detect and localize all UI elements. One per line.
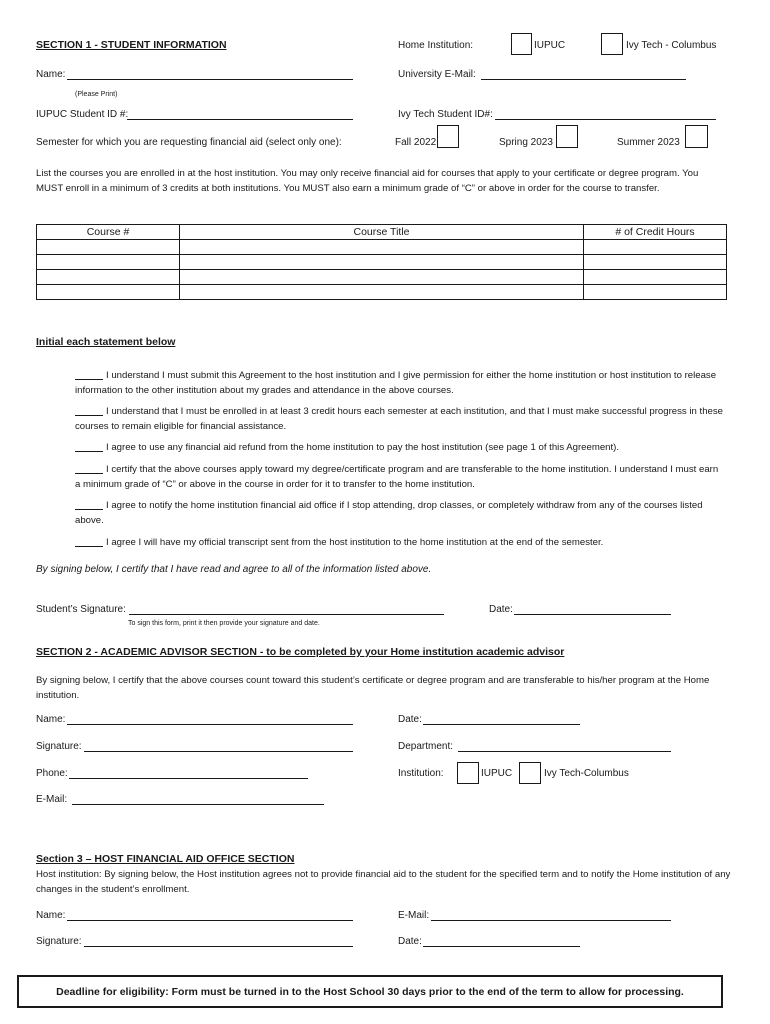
host-signature-field[interactable] [84, 946, 353, 947]
advisor-signature-label: Signature: [36, 741, 82, 752]
initial-blank-1[interactable] [75, 379, 103, 380]
course-number-cell[interactable] [37, 240, 180, 255]
advisor-department-label: Department: [398, 741, 454, 752]
certify-statement: By signing below, I certify that I have read and agree to all of the information listed above. [36, 564, 432, 575]
statement-4 [75, 462, 725, 492]
statement-5-text: I agree to notify the home institution financial aid office if I stop attending, drop classes, or completely withdraw from any of the courses listed above. [75, 500, 703, 526]
statement-5 [75, 498, 725, 528]
host-email-field[interactable] [431, 920, 671, 921]
home-ivytech-checkbox[interactable] [601, 33, 623, 55]
statement-4-text: I certify that the above courses apply toward my degree/certificate program and are transferable to the home institution. I understand I must earn a minimum grade of “C” or above in the course in order for it to transfer to the home institution. [75, 464, 719, 490]
name-field[interactable] [67, 79, 353, 80]
section1-heading: SECTION 1 - STUDENT INFORMATION [36, 39, 227, 51]
table-row [37, 255, 727, 270]
credit-hours-header: # of Credit Hours [584, 225, 727, 240]
inst-iupuc-label: IUPUC [481, 768, 513, 779]
deadline-text: Deadline for eligibility: Form must be turned in to the Host School 30 days prior to the end of the term to allow for processing. [56, 985, 684, 998]
initials-heading: Initial each statement below [36, 336, 176, 348]
statement-3 [75, 440, 725, 455]
student-signature-label: Student’s Signature: [36, 604, 126, 615]
email-field[interactable] [481, 79, 686, 80]
please-print-note: (Please Print) [75, 91, 118, 98]
student-date-label: Date: [489, 604, 513, 615]
advisor-date-field[interactable] [423, 724, 580, 725]
email-label: University E-Mail: [398, 69, 476, 80]
initial-blank-3[interactable] [75, 451, 103, 452]
advisor-date-label: Date: [398, 714, 422, 725]
initial-blank-2[interactable] [75, 415, 103, 416]
host-date-label: Date: [398, 936, 422, 947]
inst-iupuc-checkbox[interactable] [457, 762, 479, 784]
advisor-phone-field[interactable] [69, 778, 308, 779]
advisor-phone-label: Phone: [36, 768, 68, 779]
initial-blank-4[interactable] [75, 473, 103, 474]
iupuc-id-field[interactable] [127, 119, 353, 120]
advisor-email-field[interactable] [72, 804, 324, 805]
ivy-id-field[interactable] [495, 119, 716, 120]
deadline-box [17, 975, 723, 1008]
spring-label: Spring 2023 [499, 137, 553, 148]
statement-2-text: I understand that I must be enrolled in at least 3 credit hours each semester at each institution, and that I must make successful progress in these courses to remain eligible for financial assistance. [75, 406, 723, 432]
statement-1-text: I understand I must submit this Agreement to the host institution and I give permission for either the home institution or host institution to release information to the other institution about my grades and attendance in the above courses. [75, 370, 717, 396]
course-title-cell[interactable] [180, 240, 584, 255]
course-title-header: Course Title [180, 225, 584, 240]
table-row [37, 240, 727, 255]
credit-hours-cell[interactable] [584, 255, 727, 270]
fall-checkbox[interactable] [437, 125, 459, 148]
statement-6 [75, 535, 725, 550]
course-number-cell[interactable] [37, 270, 180, 285]
course-number-cell[interactable] [37, 285, 180, 300]
advisor-name-label: Name: [36, 714, 66, 725]
semester-label: Semester for which you are requesting financial aid (select only one): [36, 137, 342, 148]
advisor-department-field[interactable] [458, 751, 671, 752]
course-number-cell[interactable] [37, 255, 180, 270]
iupuc-id-label: IUPUC Student ID #: [36, 109, 129, 120]
ivy-id-label: Ivy Tech Student ID#: [398, 109, 493, 120]
section2-statement: By signing below, I certify that the above courses count toward this student’s certificate or degree program and are transferable to his/her program at the Home institution. [36, 675, 710, 701]
course-title-cell[interactable] [180, 255, 584, 270]
course-title-cell[interactable] [180, 270, 584, 285]
credit-hours-cell[interactable] [584, 270, 727, 285]
home-iupuc-label: IUPUC [534, 40, 566, 51]
host-name-label: Name: [36, 910, 66, 921]
credit-hours-cell[interactable] [584, 240, 727, 255]
statement-3-text: I agree to use any financial aid refund from the home institution to pay the host institution (see page 1 of this Agreement). [106, 442, 620, 453]
statement-6-text: I agree I will have my official transcript sent from the host institution to the home institution at the end of the semester. [106, 537, 604, 548]
course-title-cell[interactable] [180, 285, 584, 300]
home-ivytech-label: Ivy Tech - Columbus [626, 40, 717, 51]
inst-ivytech-label: Ivy Tech-Columbus [544, 768, 629, 779]
advisor-signature-field[interactable] [84, 751, 353, 752]
host-date-field[interactable] [423, 946, 580, 947]
summer-label: Summer 2023 [617, 137, 680, 148]
initial-blank-5[interactable] [75, 509, 103, 510]
initial-blank-6[interactable] [75, 546, 103, 547]
inst-ivytech-checkbox[interactable] [519, 762, 541, 784]
advisor-institution-label: Institution: [398, 768, 444, 779]
sign-note: To sign this form, print it then provide your signature and date. [128, 620, 320, 627]
student-date-field[interactable] [514, 614, 671, 615]
course-number-header: Course # [37, 225, 180, 240]
home-iupuc-checkbox[interactable] [511, 33, 532, 55]
statement-2 [75, 404, 725, 434]
section3-statement: Host institution: By signing below, the Host institution agrees not to provide financial aid to the student for the specified term and to notify the Home institution of any changes in the student’s enrollment. [36, 869, 731, 895]
host-signature-label: Signature: [36, 936, 82, 947]
summer-checkbox[interactable] [685, 125, 708, 148]
section2-heading: SECTION 2 - ACADEMIC ADVISOR SECTION - to be completed by your Home institution academic advisor [36, 646, 565, 658]
home-institution-label: Home Institution: [398, 40, 474, 51]
course-instructions: List the courses you are enrolled in at the host institution. You may only receive financial aid for courses that apply to your certificate or degree program. You MUST enroll in a minimum of 3 credits at both institutions. You MUST also earn a minimum grade of “C” or above in order for the course to transfer. [36, 168, 699, 194]
table-row [37, 285, 727, 300]
advisor-email-label: E-Mail: [36, 794, 68, 805]
statement-1 [75, 368, 725, 398]
section3-heading: Section 3 – HOST FINANCIAL AID OFFICE SECTION [36, 853, 295, 865]
courses-table [36, 224, 727, 300]
student-signature-field[interactable] [129, 614, 444, 615]
advisor-name-field[interactable] [67, 724, 353, 725]
name-label: Name: [36, 69, 66, 80]
table-row [37, 270, 727, 285]
host-name-field[interactable] [67, 920, 353, 921]
host-email-label: E-Mail: [398, 910, 430, 921]
spring-checkbox[interactable] [556, 125, 578, 148]
fall-label: Fall 2022 [395, 137, 437, 148]
credit-hours-cell[interactable] [584, 285, 727, 300]
